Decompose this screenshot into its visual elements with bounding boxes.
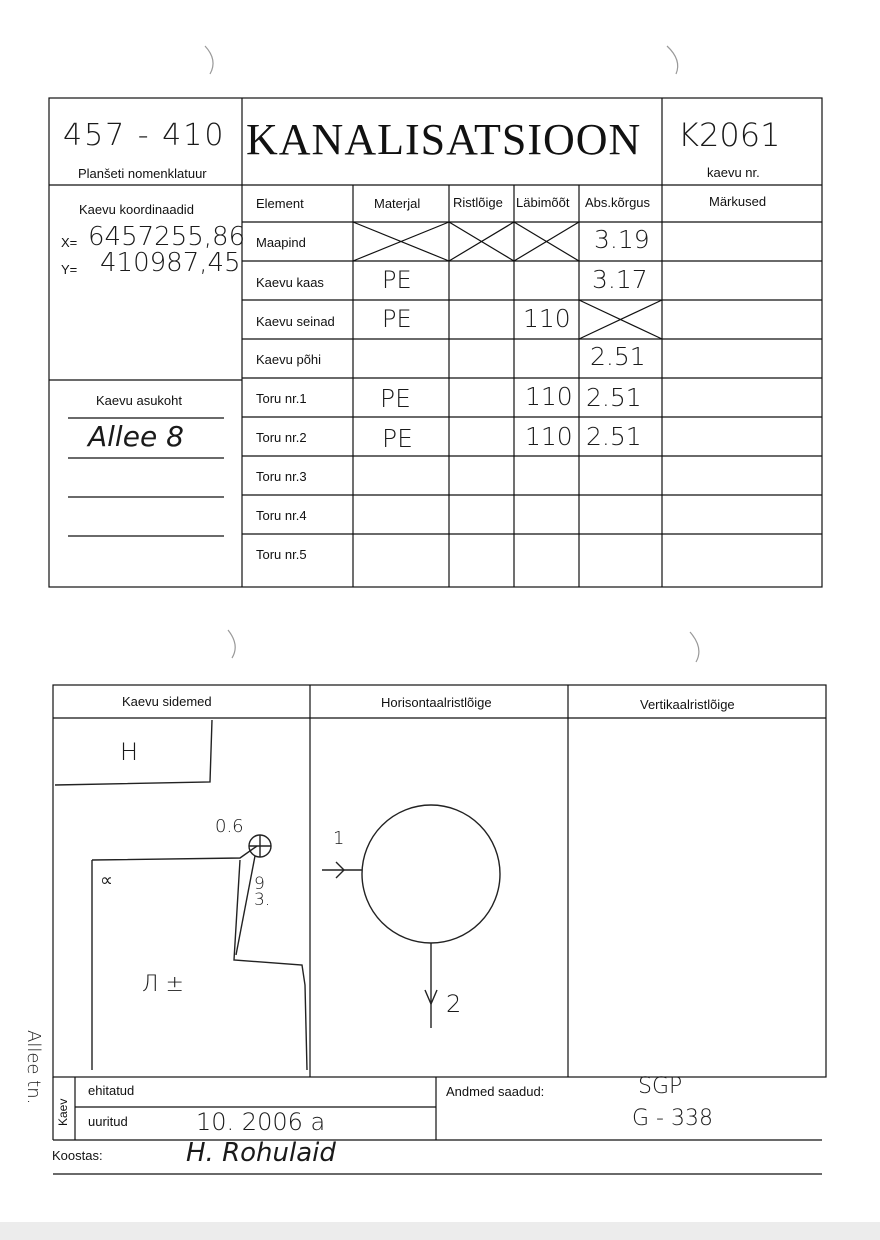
scan-edge bbox=[0, 1222, 880, 1240]
cell-abs: 2.51 bbox=[586, 422, 642, 451]
punch-mark bbox=[205, 46, 213, 74]
lower-form-grid bbox=[53, 685, 826, 1174]
col-cross-section: Ristlõige bbox=[453, 195, 503, 210]
vertical-section-header: Vertikaalristlõige bbox=[640, 697, 735, 712]
col-abs-height: Abs.kõrgus bbox=[585, 195, 651, 210]
distance-side: 9 3. bbox=[254, 874, 271, 910]
connections-header: Kaevu sidemed bbox=[122, 694, 212, 709]
coordinates-label: Kaevu koordinaadid bbox=[79, 202, 194, 217]
cell-material: PE bbox=[382, 305, 412, 333]
well-number-label: kaevu nr. bbox=[707, 165, 760, 180]
row-element: Kaevu põhi bbox=[256, 352, 322, 367]
cell-material: PE bbox=[382, 424, 413, 453]
row-element: Toru nr.4 bbox=[256, 508, 307, 523]
x-coordinate: 6457255,86 bbox=[88, 222, 246, 252]
cell-diameter: 110 bbox=[525, 382, 573, 411]
horizontal-section-header: Horisontaalristlõige bbox=[381, 695, 492, 710]
distance-top: 0.6 bbox=[215, 816, 244, 837]
well-side-label: Kaev bbox=[56, 1098, 70, 1126]
col-material: Materjal bbox=[374, 196, 421, 211]
street-label: Allee tn. bbox=[23, 1030, 44, 1105]
cell-material: PE bbox=[382, 266, 412, 294]
cell-material: PE bbox=[380, 384, 411, 413]
col-element: Element bbox=[256, 196, 304, 211]
punch-mark bbox=[690, 632, 699, 662]
pipe-1-label: 1 bbox=[333, 828, 345, 849]
nomenclature-label: Planšeti nomenklatuur bbox=[78, 166, 207, 181]
row-element: Toru nr.1 bbox=[256, 391, 307, 406]
row-element: Toru nr.2 bbox=[256, 430, 307, 445]
punch-mark bbox=[228, 630, 235, 658]
row-element: Toru nr.3 bbox=[256, 469, 307, 484]
house-letter: H bbox=[120, 738, 139, 766]
y-prefix: Y= bbox=[61, 262, 78, 277]
data-received-ref: G - 338 bbox=[632, 1106, 713, 1131]
well-mark: Л ± bbox=[142, 972, 184, 997]
well-number-value: K2061 bbox=[678, 116, 781, 154]
data-received-source: SGP bbox=[638, 1074, 683, 1099]
surveyed-value: 10. 2006 a bbox=[196, 1108, 326, 1136]
compiled-value: H. Rohulaid bbox=[186, 1138, 336, 1168]
location-label: Kaevu asukoht bbox=[96, 393, 183, 408]
col-notes: Märkused bbox=[709, 194, 767, 209]
location-value: Allee 8 bbox=[88, 420, 184, 453]
cell-abs: 3.19 bbox=[594, 225, 650, 254]
punch-mark bbox=[667, 46, 678, 74]
cell-diameter: 110 bbox=[525, 422, 573, 451]
col-diameter: Läbimõõt bbox=[516, 195, 570, 210]
x-prefix: X= bbox=[61, 235, 78, 250]
compiled-label: Koostas: bbox=[52, 1148, 103, 1163]
cell-abs: 2.51 bbox=[586, 383, 642, 412]
cell-abs: 2.51 bbox=[590, 342, 646, 371]
cell-diameter: 110 bbox=[523, 304, 571, 333]
y-coordinate: 410987,45 bbox=[100, 248, 241, 278]
angle-mark: ∝ bbox=[100, 870, 113, 891]
horizontal-section bbox=[322, 805, 500, 1028]
row-element: Kaevu kaas bbox=[256, 275, 324, 290]
surveyed-label: uuritud bbox=[88, 1114, 128, 1129]
nomenclature-value: 457 - 410 bbox=[63, 118, 226, 153]
row-element: Kaevu seinad bbox=[256, 314, 335, 329]
page-title: KANALISATSIOON bbox=[246, 115, 642, 164]
row-element: Maapind bbox=[256, 235, 306, 250]
cell-abs: 3.17 bbox=[592, 265, 648, 294]
pipe-2-label: 2 bbox=[446, 990, 462, 1018]
built-label: ehitatud bbox=[88, 1083, 135, 1098]
data-received-label: Andmed saadud: bbox=[446, 1084, 545, 1099]
row-element: Toru nr.5 bbox=[256, 547, 307, 562]
